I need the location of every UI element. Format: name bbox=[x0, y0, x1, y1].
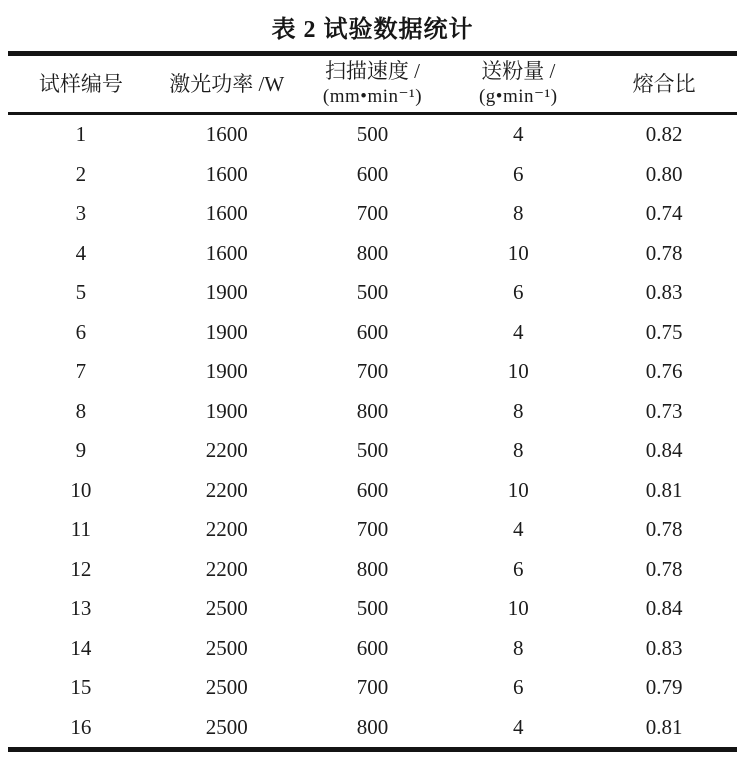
table-cell: 6 bbox=[513, 556, 524, 581]
table-cell: 12 bbox=[70, 556, 92, 581]
table-cell: 800 bbox=[356, 398, 389, 423]
table-cell: 0.83 bbox=[645, 280, 683, 305]
table-cell: 600 bbox=[356, 161, 389, 186]
table-cell: 800 bbox=[356, 240, 389, 265]
table-cell: 4 bbox=[75, 240, 87, 265]
table-row bbox=[8, 510, 737, 550]
table-cell: 2200 bbox=[205, 438, 248, 463]
table-cell: 2500 bbox=[205, 596, 248, 621]
table-cell: 600 bbox=[356, 635, 389, 660]
col-header-laser-power bbox=[154, 54, 300, 114]
table-cell: 0.84 bbox=[645, 438, 683, 463]
table-row bbox=[8, 114, 737, 155]
table-cell: 0.81 bbox=[645, 477, 683, 502]
table-cell: 700 bbox=[356, 201, 389, 226]
table-cell: 700 bbox=[356, 675, 389, 700]
table-cell: 13 bbox=[70, 596, 92, 621]
table-cell: 0.76 bbox=[645, 359, 683, 384]
table-cell: 15 bbox=[70, 675, 92, 700]
table-cell: 0.82 bbox=[645, 122, 683, 147]
table-cell: 0.84 bbox=[645, 596, 683, 621]
table-cell: 8 bbox=[75, 398, 87, 423]
table-cell: 2200 bbox=[205, 477, 248, 502]
table-cell: 800 bbox=[356, 714, 389, 739]
table-title: 表 2 试验数据统计 bbox=[271, 17, 474, 43]
table-row bbox=[8, 431, 737, 471]
table-cell: 10 bbox=[70, 477, 92, 502]
table-cell: 7 bbox=[75, 359, 87, 384]
col-header-label: 熔合比 bbox=[632, 72, 696, 96]
table-cell: 600 bbox=[356, 319, 389, 344]
table-cell: 2 bbox=[75, 161, 87, 186]
col-header-powder-feed bbox=[445, 54, 591, 114]
col-header-label: 试样编号 bbox=[38, 72, 123, 96]
table-cell: 4 bbox=[513, 714, 524, 739]
table-row bbox=[8, 668, 737, 708]
table-cell: 10 bbox=[507, 240, 529, 265]
table-cell: 700 bbox=[356, 359, 389, 384]
table-cell: 4 bbox=[513, 319, 524, 344]
table-cell: 0.73 bbox=[645, 398, 683, 423]
table-cell: 2500 bbox=[205, 675, 248, 700]
table-cell: 1600 bbox=[205, 161, 248, 186]
col-header-unit: (mm•min⁻¹) bbox=[322, 86, 423, 107]
table-cell: 9 bbox=[75, 438, 87, 463]
col-header-unit: (g•min⁻¹) bbox=[478, 86, 558, 107]
table-cell: 16 bbox=[70, 714, 92, 739]
table-row bbox=[8, 629, 737, 669]
table-cell: 2200 bbox=[205, 556, 248, 581]
table-cell: 1 bbox=[75, 122, 87, 147]
col-header-label: 激光功率 /W bbox=[169, 72, 285, 96]
experiment-data-table bbox=[8, 51, 737, 752]
table-cell: 6 bbox=[75, 319, 87, 344]
table-cell: 0.79 bbox=[645, 675, 683, 700]
table-cell: 10 bbox=[507, 477, 529, 502]
table-cell: 500 bbox=[356, 596, 389, 621]
table-cell: 500 bbox=[356, 438, 389, 463]
table-cell: 10 bbox=[507, 359, 529, 384]
table-cell: 1600 bbox=[205, 201, 248, 226]
table-row bbox=[8, 352, 737, 392]
table-cell: 2200 bbox=[205, 517, 248, 542]
table-row bbox=[8, 273, 737, 313]
table-cell: 4 bbox=[513, 517, 524, 542]
table-row bbox=[8, 234, 737, 274]
table-cell: 0.80 bbox=[645, 161, 683, 186]
header-row bbox=[8, 54, 737, 114]
table-cell: 2500 bbox=[205, 635, 248, 660]
table-row bbox=[8, 155, 737, 195]
table-cell: 10 bbox=[507, 596, 529, 621]
table-cell: 6 bbox=[513, 161, 524, 186]
table-cell: 8 bbox=[513, 201, 524, 226]
table-cell: 4 bbox=[513, 122, 524, 147]
table-cell: 1900 bbox=[205, 280, 248, 305]
table-cell: 11 bbox=[70, 517, 92, 542]
table-cell: 8 bbox=[513, 438, 524, 463]
table-cell: 0.74 bbox=[645, 201, 683, 226]
table-cell: 0.81 bbox=[645, 714, 683, 739]
table-row bbox=[8, 194, 737, 234]
table-cell: 500 bbox=[356, 280, 389, 305]
table-cell: 0.83 bbox=[645, 635, 683, 660]
table-cell: 1900 bbox=[205, 398, 248, 423]
table-cell: 6 bbox=[513, 675, 524, 700]
table-cell: 1900 bbox=[205, 319, 248, 344]
table-cell: 1900 bbox=[205, 359, 248, 384]
col-header-sample-id bbox=[8, 54, 154, 114]
table-row bbox=[8, 589, 737, 629]
table-cell: 3 bbox=[75, 201, 87, 226]
table-cell: 8 bbox=[513, 398, 524, 423]
table-cell: 700 bbox=[356, 517, 389, 542]
table-row bbox=[8, 471, 737, 511]
table-cell: 5 bbox=[75, 280, 87, 305]
col-header-scan-speed bbox=[300, 54, 446, 114]
col-header-label: 送粉量 / bbox=[481, 59, 556, 83]
table-row bbox=[8, 708, 737, 750]
table-cell: 0.78 bbox=[645, 517, 683, 542]
table-row bbox=[8, 550, 737, 590]
table-cell: 8 bbox=[513, 635, 524, 660]
table-cell: 0.75 bbox=[645, 319, 683, 344]
table-cell: 1600 bbox=[205, 122, 248, 147]
table-cell: 14 bbox=[70, 635, 92, 660]
table-cell: 2500 bbox=[205, 714, 248, 739]
table-cell: 0.78 bbox=[645, 240, 683, 265]
table-cell: 800 bbox=[356, 556, 389, 581]
table-row bbox=[8, 313, 737, 353]
table-cell: 0.78 bbox=[645, 556, 683, 581]
table-cell: 600 bbox=[356, 477, 389, 502]
table-cell: 500 bbox=[356, 122, 389, 147]
col-header-fusion-ratio bbox=[591, 54, 737, 114]
col-header-label: 扫描速度 / bbox=[324, 59, 421, 83]
table-cell: 1600 bbox=[205, 240, 248, 265]
table-cell: 6 bbox=[513, 280, 524, 305]
table-row bbox=[8, 392, 737, 432]
